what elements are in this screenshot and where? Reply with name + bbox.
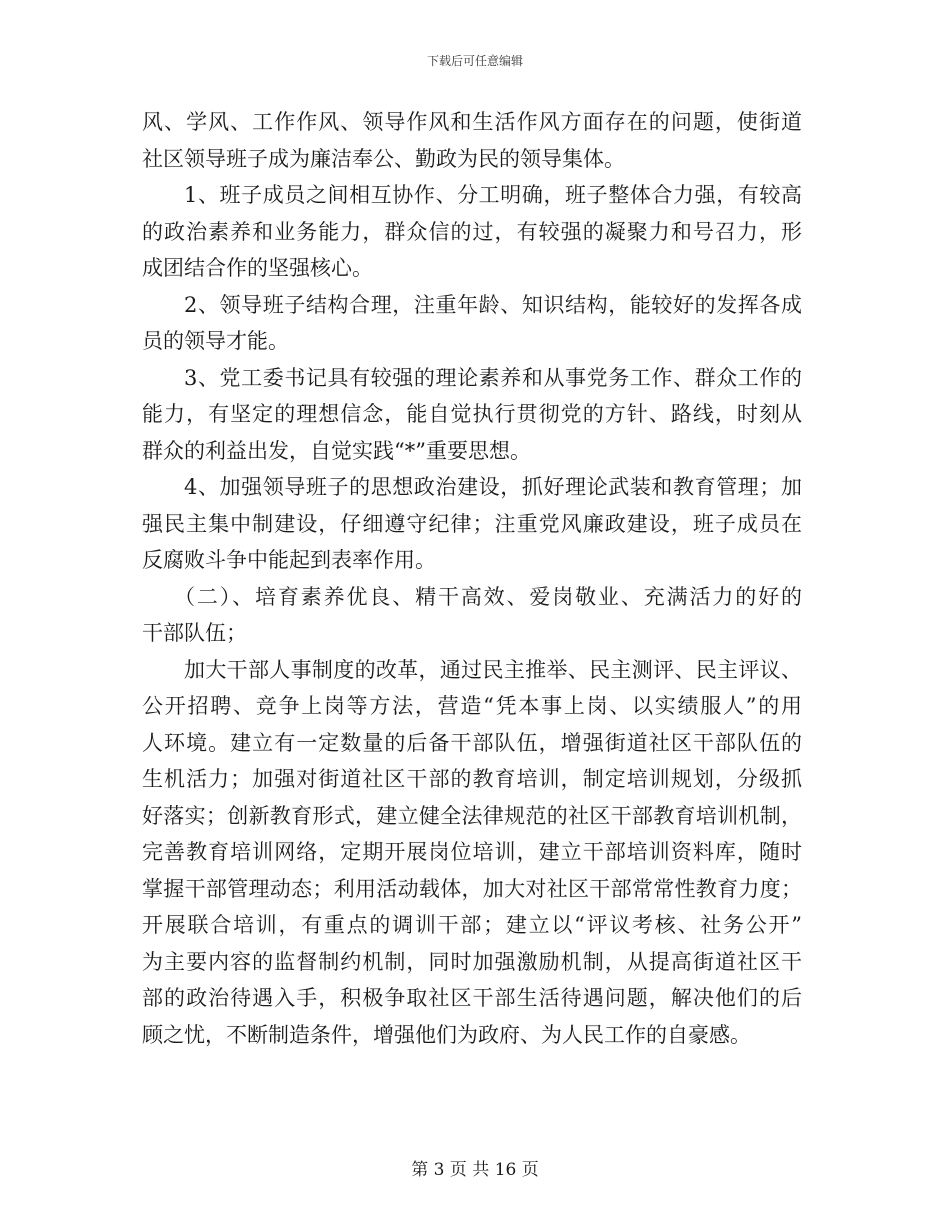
text-line: 员的领导才能。 xyxy=(142,329,289,353)
text-line: 强民主集中制建设，仔细遵守纪律；注重党风廉政建设，班子成员在 xyxy=(142,511,802,536)
page-header: 下载后可任意编辑 xyxy=(426,54,523,68)
text-line: 开展联合培训，有重点的调训干部；建立以“评议考核、社务公开” xyxy=(142,913,802,937)
text-line: 成团结合作的坚强核心。 xyxy=(142,256,373,280)
text-line: 完善教育培训网络，定期开展岗位培训，建立干部培训资料库，随时 xyxy=(142,840,802,864)
text-line: 部的政治待遇入手，积极争取社区干部生活待遇问题，解决他们的后 xyxy=(142,986,802,1010)
text-line: 公开招聘、竞争上岗等方法，营造“凭本事上岗、以实绩服人”的用 xyxy=(142,694,802,718)
page-footer: 第 3 页 共 16 页 xyxy=(411,1160,539,1180)
text-line: 为主要内容的监督制约机制，同时加强激励机制，从提高街道社区干 xyxy=(142,949,802,974)
text-line: 的政治素养和业务能力，群众信的过，有较强的凝聚力和号召力，形 xyxy=(142,219,802,244)
text-line: 1、班子成员之间相互协作、分工明确，班子整体合力强，有较高 xyxy=(184,183,802,207)
text-line: 生机活力；加强对街道社区干部的教育培训，制定培训规划，分级抓 xyxy=(142,767,802,791)
text-line: 人环境。建立有一定数量的后备干部队伍，增强街道社区干部队伍的 xyxy=(142,730,802,755)
text-line: 2、领导班子结构合理，注重年龄、知识结构，能较好的发挥各成 xyxy=(184,292,802,317)
text-line: 群众的利益出发，自觉实践“*”重要思想。 xyxy=(142,438,531,463)
text-line: 加大干部人事制度的改革，通过民主推举、民主测评、民主评议、 xyxy=(184,657,802,682)
text-line: 干部队伍； xyxy=(142,621,247,645)
document-body xyxy=(142,104,802,1053)
text-line: （二）、培育素养优良、精干高效、爱岗敬业、充满活力的好的 xyxy=(174,584,802,609)
text-line: 4、加强领导班子的思想政治建设，抓好理论武装和教育管理；加 xyxy=(184,475,802,499)
text-line: 掌握干部管理动态；利用活动载体，加大对社区干部常常性教育力度； xyxy=(142,876,802,901)
text-line: 风、学风、工作作风、领导作风和生活作风方面存在的问题，使街道 xyxy=(142,110,802,134)
text-line: 社区领导班子成为廉洁奉公、勤政为民的领导集体。 xyxy=(142,146,625,171)
text-line: 好落实；创新教育形式，建立健全法律规范的社区干部教育培训机制， xyxy=(142,803,802,828)
text-line: 能力，有坚定的理想信念，能自觉执行贯彻党的方针、路线，时刻从 xyxy=(142,402,802,426)
text-line: 反腐败斗争中能起到表率作用。 xyxy=(142,548,436,572)
text-line: 顾之忧，不断制造条件，增强他们为政府、为人民工作的自豪感。 xyxy=(142,1022,751,1047)
text-line: 3、党工委书记具有较强的理论素养和从事党务工作、群众工作的 xyxy=(184,365,802,390)
